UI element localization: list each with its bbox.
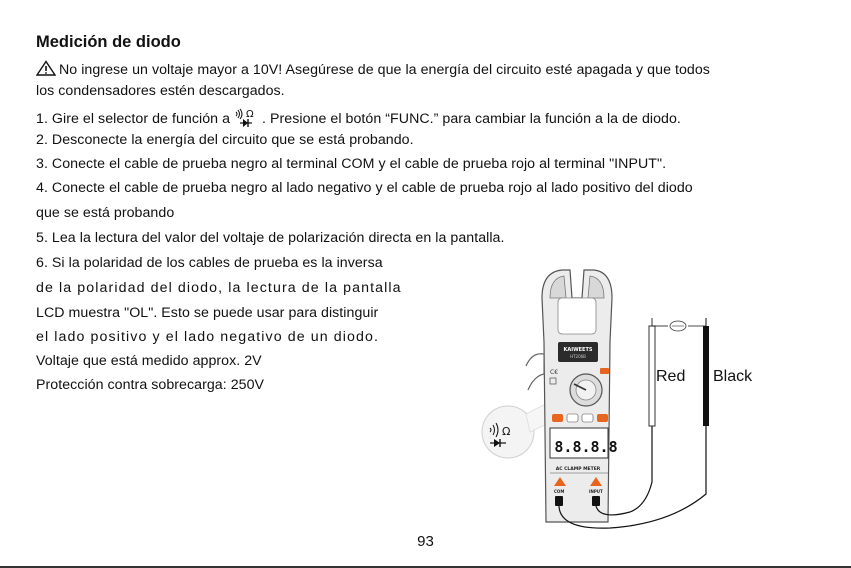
com-terminal — [555, 496, 563, 506]
red-lead-label: Red — [656, 368, 686, 385]
com-label: COM — [554, 489, 565, 494]
step-1-text-a: 1. Gire el selector de función a — [36, 111, 231, 127]
overload-protection: Protección contra sobrecarga: 250V — [36, 377, 265, 393]
meter-label: AC CLAMP METER — [555, 467, 601, 472]
step-6-line-1: 6. Si la polaridad de los cables de prueba es la inversa — [36, 255, 383, 271]
black-probe — [703, 326, 709, 426]
page-number: 93 — [417, 533, 434, 550]
svg-text:Ω: Ω — [246, 109, 254, 120]
input-terminal — [592, 496, 600, 506]
red-probe — [649, 326, 655, 426]
hold-button — [582, 414, 593, 422]
warning-line-1 — [36, 60, 710, 78]
warning-triangle-icon — [36, 60, 56, 76]
step-4-line-2: que se está probando — [36, 205, 175, 221]
step-6-line-2: de la polaridad del diodo, la lectura de la pantalla — [36, 280, 402, 296]
left-button — [552, 414, 563, 422]
step-6-line-4: el lado positivo y el lado negativo de un diodo. — [36, 329, 380, 345]
step-4-line-1: 4. Conecte el cable de prueba negro al lado negativo y el cable de prueba rojo al lado positivo del diodo — [36, 180, 693, 196]
brand-name: KAIWEETS — [563, 347, 593, 353]
diode-ohm-symbol-icon — [234, 108, 258, 128]
step-5: 5. Lea la lectura del valor del voltaje de polarización directa en la pantalla. — [36, 230, 505, 246]
svg-text:Ω: Ω — [502, 425, 511, 438]
input-label: INPUT — [589, 489, 603, 494]
step-1-text-b: . Presione el botón “FUNC.” para cambiar la función a la de diodo. — [262, 111, 681, 127]
step-2: 2. Desconecte la energía del circuito que se está probando. — [36, 132, 414, 148]
measured-voltage: Voltaje que está medido approx. 2V — [36, 353, 262, 369]
step-6-line-3: LCD muestra "OL". Esto se puede usar para distinguir — [36, 305, 379, 321]
black-lead-label: Black — [713, 368, 753, 385]
page-title: Medición de diodo — [36, 33, 181, 51]
model-name: HT206B — [570, 354, 586, 359]
svg-text:C€: C€ — [550, 369, 559, 376]
clamp-meter-illustration — [470, 262, 753, 532]
warning-text-1: No ingrese un voltaje mayor a 10V! Asegúrese de que la energía del circuito esté apagada y que todos — [59, 62, 710, 78]
right-button — [597, 414, 608, 422]
warning-line-2: los condensadores estén descargados. — [36, 83, 285, 99]
clamp-trigger — [526, 354, 544, 390]
step-3: 3. Conecte el cable de prueba negro al terminal COM y el cable de prueba rojo al terminal "INPUT". — [36, 156, 667, 172]
lcd-digits: 8.8.8.8 — [554, 438, 618, 456]
func-button — [567, 414, 578, 422]
step-1 — [36, 108, 681, 128]
